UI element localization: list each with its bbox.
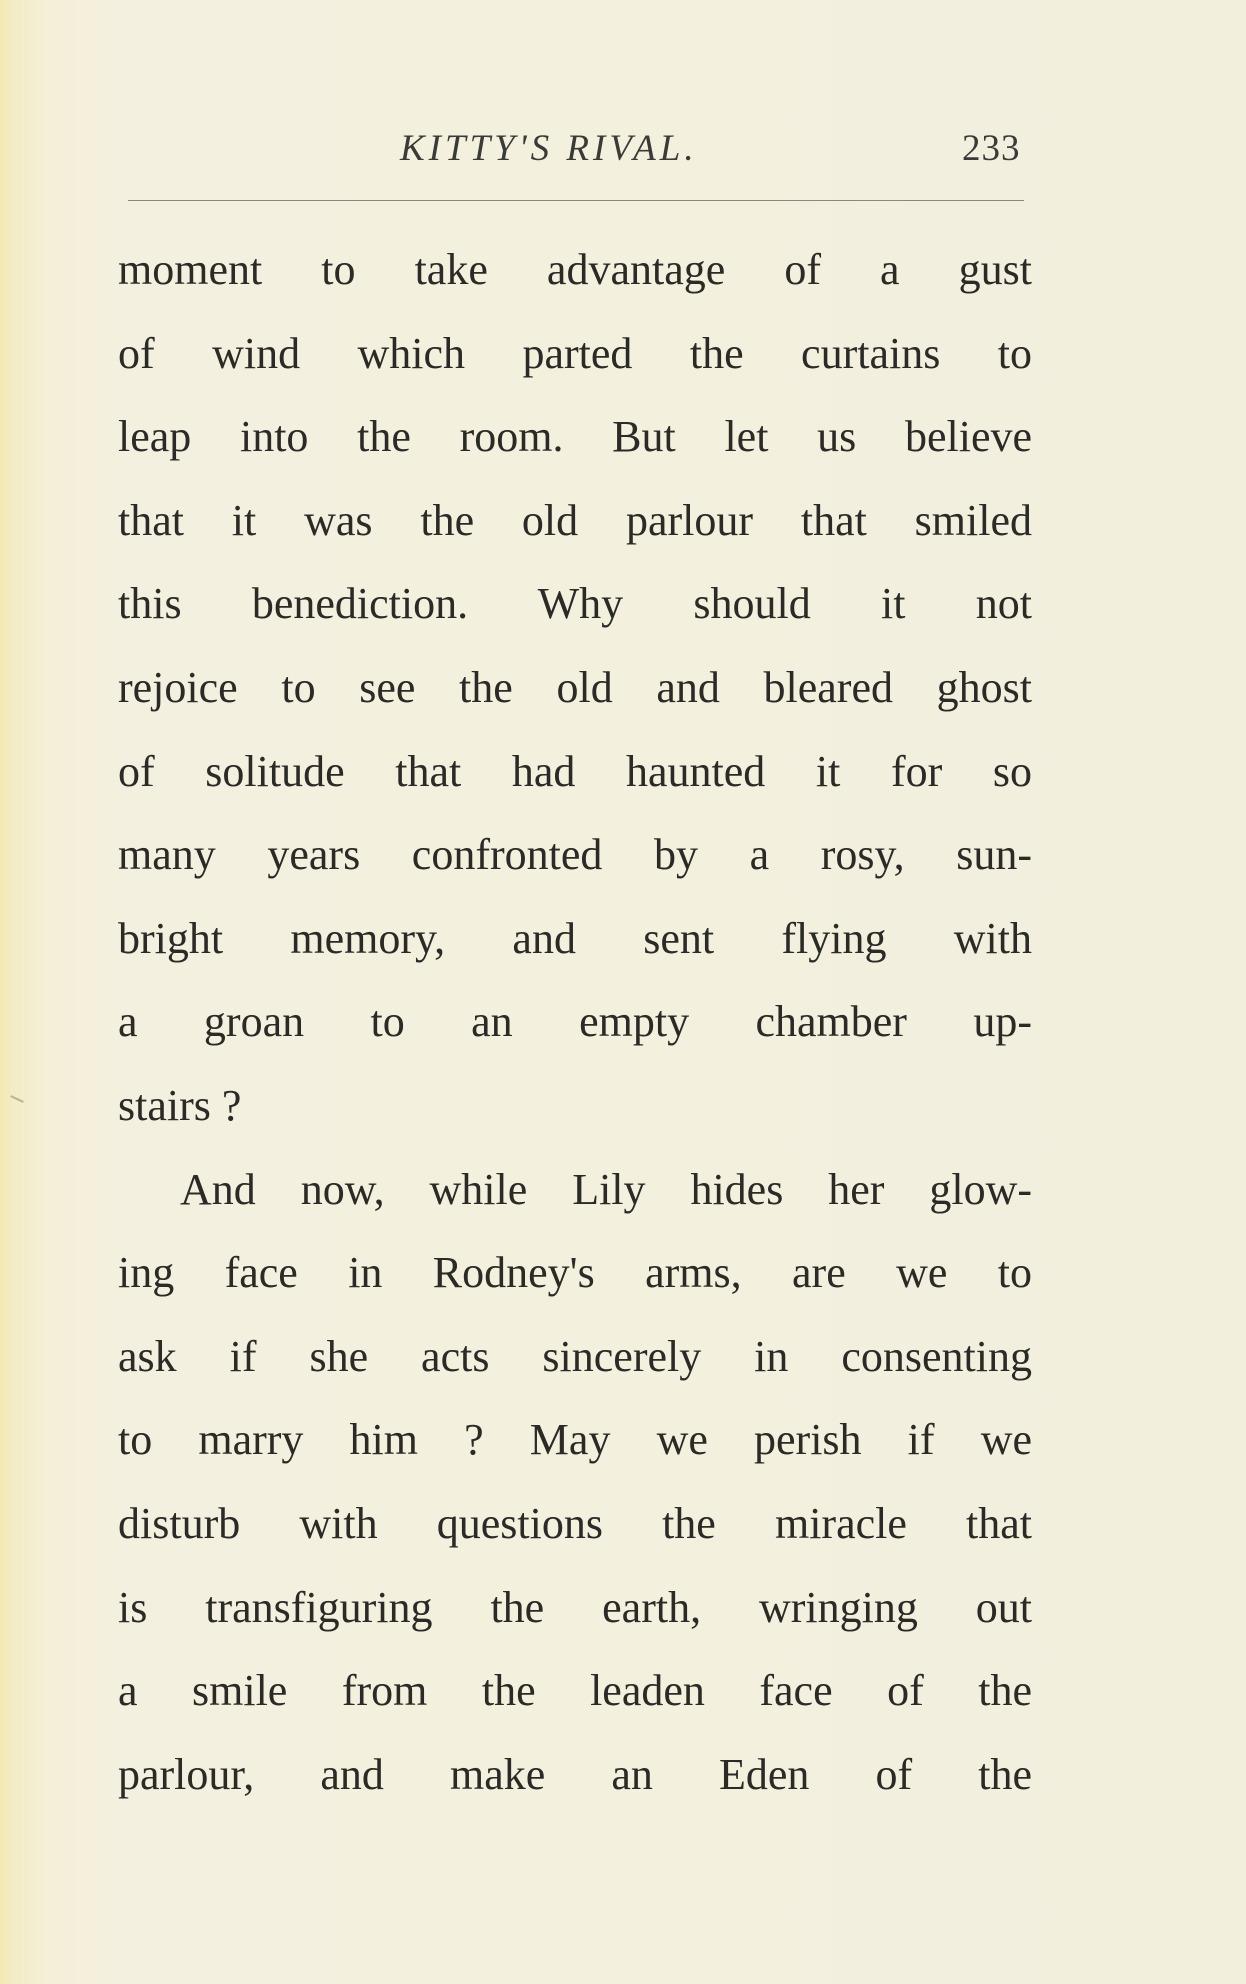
page-number: 233 [962,128,1021,169]
text-line: a smile from the leaden face of the [118,1666,1032,1716]
margin-mark [10,1095,24,1103]
text-line: And now, while Lily hides her glow- [180,1164,1032,1214]
text-line: parlour, and make an Eden of the [118,1749,1032,1799]
text-line: this benediction. Why should it not [118,579,1032,629]
text-line: rejoice to see the old and bleared ghost [118,662,1032,712]
text-line: stairs ? [118,1080,242,1130]
text-line: a groan to an empty chamber up- [118,997,1032,1047]
text-line: leap into the room. But let us believe [118,412,1032,462]
text-line: of wind which parted the curtains to [118,328,1032,378]
text-line: many years confronted by a rosy, sun- [118,830,1032,880]
text-line: that it was the old parlour that smiled [118,495,1032,545]
text-line: moment to take advantage of a gust [118,245,1032,294]
header-rule [128,200,1024,201]
text-line: ing face in Rodney's arms, are we to [118,1248,1032,1298]
body-text [118,236,1032,1824]
text-line: is transfiguring the earth, wringing out [118,1582,1032,1632]
running-head [0,127,1246,177]
text-line: to marry him ? May we perish if we [118,1415,1032,1465]
text-line: bright memory, and sent flying with [118,913,1032,963]
text-line: of solitude that had haunted it for so [118,746,1032,796]
text-line: ask if she acts sincerely in consenting [118,1331,1032,1381]
text-line: disturb with questions the miracle that [118,1498,1032,1548]
running-title: KITTY'S RIVAL. [400,128,698,169]
